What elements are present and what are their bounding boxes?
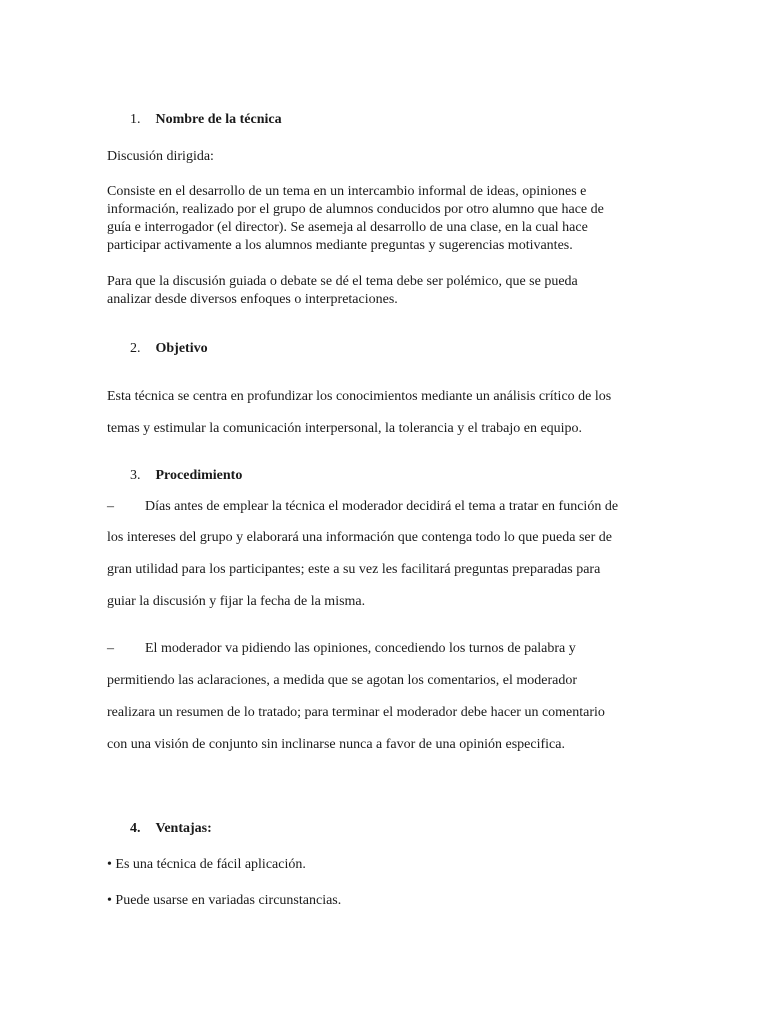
section-number: 4.: [130, 821, 141, 836]
procedure-item-2: [107, 640, 667, 658]
procedure-item-1: [107, 498, 667, 516]
procedure-item-text: Días antes de emplear la técnica el moderador decidirá el tema a tratar en función de: [145, 499, 619, 514]
section-heading-4: [130, 820, 212, 838]
section-number: 3.: [130, 468, 141, 483]
procedure-item-2-line: realizara un resumen de lo tratado; para terminar el moderador debe hacer un comentario: [107, 705, 605, 720]
procedure-item-2-line: permitiendo las aclaraciones, a medida que se agotan los comentarios, el moderador: [107, 673, 577, 688]
section-heading-3: [130, 467, 242, 485]
procedure-item-2-line: con una visión de conjunto sin inclinarse nunca a favor de una opinión especifica.: [107, 737, 565, 752]
procedure-item-1-line: gran utilidad para los participantes; este a su vez les facilitará preguntas preparadas para: [107, 562, 601, 577]
section1-subtitle: Discusión dirigida:: [107, 149, 214, 164]
section-title: Ventajas:: [155, 821, 212, 836]
section1-paragraph1-line: participar activamente a los alumnos mediante preguntas y sugerencias motivantes.: [107, 238, 573, 253]
section2-paragraph-line: Esta técnica se centra en profundizar los conocimientos mediante un análisis crítico de los: [107, 389, 612, 404]
section-title: Objetivo: [155, 341, 208, 356]
procedure-item-1-line: los intereses del grupo y elaborará una información que contenga todo lo que pueda ser de: [107, 530, 612, 545]
section-heading-1: [130, 111, 282, 129]
dash-marker: –: [107, 499, 114, 514]
dash-marker: –: [107, 641, 114, 656]
section-title: Nombre de la técnica: [155, 112, 282, 127]
section-number: 1.: [130, 112, 141, 127]
section-title: Procedimiento: [155, 468, 243, 483]
section1-paragraph2-line: Para que la discusión guiada o debate se dé el tema debe ser polémico, que se pueda: [107, 274, 578, 289]
section1-paragraph1-line: Consiste en el desarrollo de un tema en un intercambio informal de ideas, opiniones e: [107, 184, 587, 199]
procedure-item-1-line: guiar la discusión y fijar la fecha de la misma.: [107, 594, 366, 609]
section1-paragraph1-line: guía e interrogador (el director). Se asemeja al desarrollo de una clase, en la cual hace: [107, 220, 588, 235]
advantage-bullet: • Es una técnica de fácil aplicación.: [107, 857, 306, 872]
section-number: 2.: [130, 341, 141, 356]
advantage-bullet: • Puede usarse en variadas circunstancias.: [107, 893, 342, 908]
procedure-item-text: El moderador va pidiendo las opiniones, concediendo los turnos de palabra y: [145, 641, 576, 656]
section-heading-2: [130, 340, 208, 358]
section1-paragraph2-line: analizar desde diversos enfoques o interpretaciones.: [107, 292, 398, 307]
section1-paragraph1-line: información, realizado por el grupo de alumnos conducidos por otro alumno que hace de: [107, 202, 604, 217]
section2-paragraph-line: temas y estimular la comunicación interpersonal, la tolerancia y el trabajo en equipo.: [107, 421, 583, 436]
